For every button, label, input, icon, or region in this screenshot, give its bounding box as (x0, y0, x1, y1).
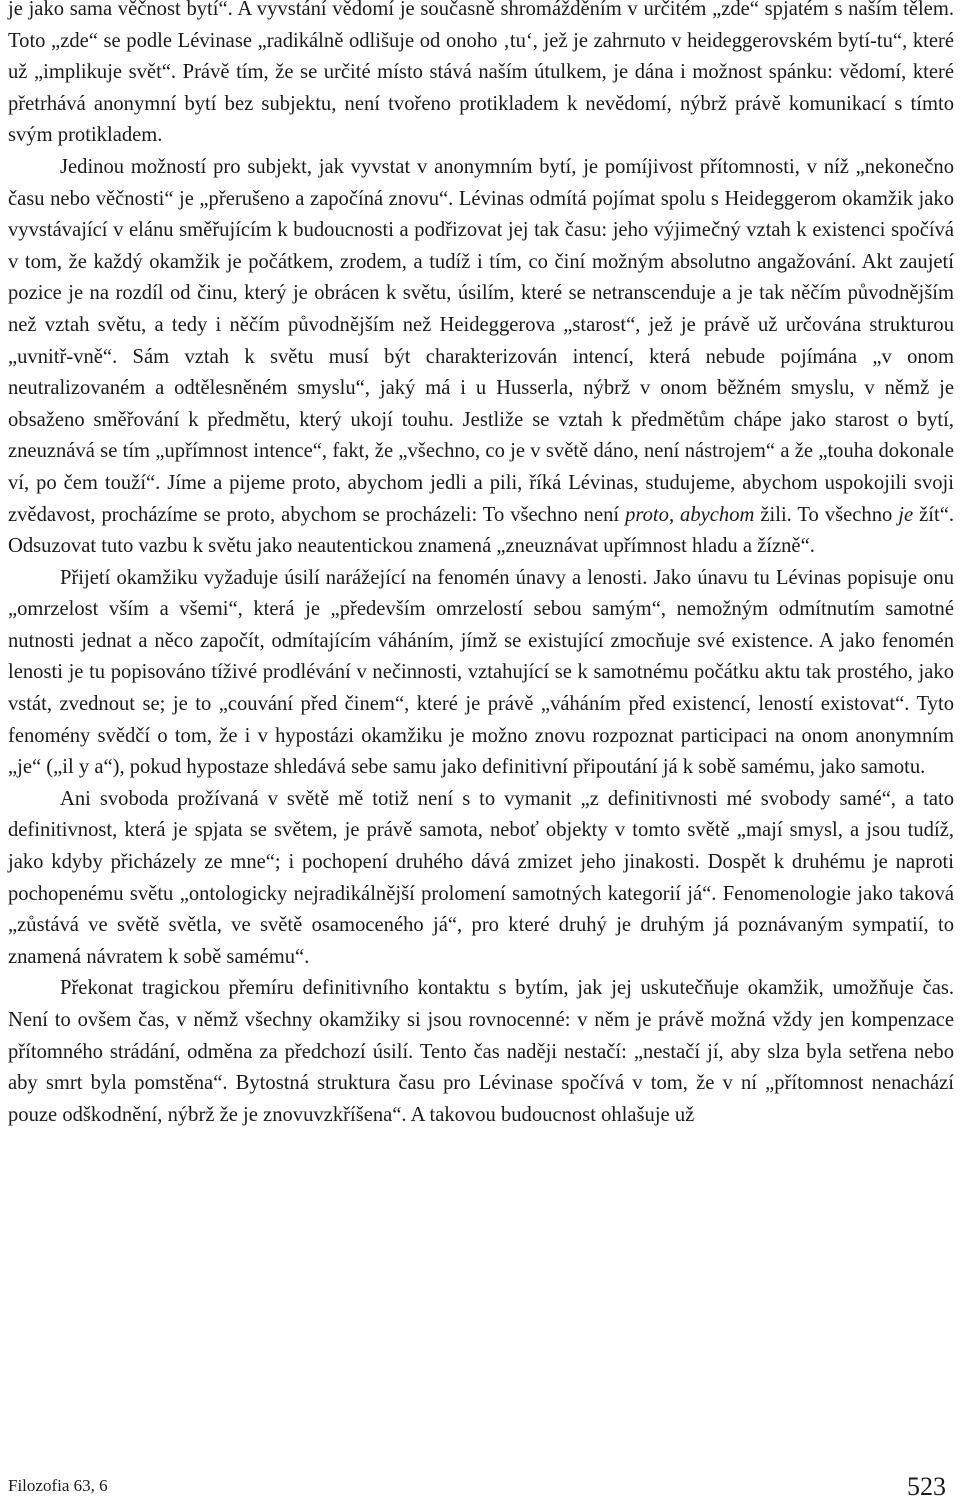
paragraph (8, 563, 954, 784)
paragraph (8, 0, 954, 152)
text-run: Přijetí okamžiku vyžaduje úsilí narážející na fenomén únavy a lenosti. Jako únavu tu Lévinas popisuje onu „omrzelost vším a všemi“, která je „především omrzelostí sebou samým“, nemožným odmítnutím samotné nutnosti jednat a něco započít, odmítajícím váháním, jímž se existující zmocňuje své existence. A jako fenomén lenosti je tu popisováno tíživé prodlévání v nečinnosti, vztahující se k samotnému počátku aktu tak prostého, jako vstát, zvednout se; je to „couvání před činem“, které je právě „váháním před existencí, leností existovat“. Tyto fenomény svědčí o tom, že i v hypostázi okamžiku je možno znovu rozpoznat participaci na onom anonymním „je“ („il y a“), pokud hypostaze shledává sebe samu jako definitivní připoutání já k sobě samému, jako samotu. (8, 566, 954, 779)
paragraph (8, 784, 954, 974)
paragraph (8, 973, 954, 1131)
text-run: Jedinou možností pro subjekt, jak vyvstat v anonymním bytí, je pomíjivost přítomnosti, v níž „nekonečno času nebo věčnosti“ je „přerušeno a započíná znovu“. Lévinas odmítá pojímat spolu s Heideggerom okamžik jako vyvstávající v elánu směřujícím k budoucnosti a podřizovat jej tak času: jeho výjimečný vztah k existenci spočívá v tom, že každý okamžik je počátkem, zrodem, a tudíž i tím, co činí možným absolutno angažování. Akt zaujetí pozice je na rozdíl od činu, který je obrácen k světu, úsilím, které se netranscenduje a je tak něčím původnějším než vztah světu, a tedy i něčím původnějším než Heideggerova „starost“, jež je právě už určována strukturou „uvnitř-vně“. Sám vztah k světu musí být charakterizován intencí, která nebude pojímána „v onom neutralizovaném a odtělesněném smyslu“, jaký má i u Husserla, nýbrž v onom běžném smyslu, v němž je obsaženo směřování k předmětu, který ukojí touhu. Jestliže se vztah k předmětům chápe jako starost o bytí, zneuznává se tím „upřímnost intence“, fakt, že „všechno, co je v světě dáno, není nástrojem“ a že „touha dokonale ví, po čem touží“. Jíme a pijeme proto, abychom jedli a pili, říká Lévinas, studujeme, abychom uspokojili svoji zvědavost, procházíme se proto, abychom se procházeli: To všechno není (8, 155, 954, 526)
text-run: žili. To všechno (754, 503, 899, 526)
journal-reference: Filozofia 63, 6 (8, 1476, 108, 1495)
paragraph (8, 152, 954, 563)
text-run: žít“. Odsuzovat tuto vazbu k světu jako neautentickou znamená „zneuznávat upřímnost hladu a žízně“. (8, 503, 954, 558)
text-run: je jako sama věčnost bytí“. A vyvstání vědomí je současně shromážděním v určitém „zde“ spjatém s naším tělem. Toto „zde“ se podle Lévinase „radikálně odlišuje od onoho ‚tu‘, jež je zahrnuto v heideggerovském bytí-tu“, které už „implikuje svět“. Právě tím, že se určité místo stává naším útulkem, je dána i možnost spánku: vědomí, které přetrhává anonymní bytí bez subjektu, není tvořeno protikladem k nevědomí, nýbrž právě komunikací s tímto svým protikladem. (8, 0, 954, 147)
page-footer (8, 1462, 946, 1506)
italic-text: je (898, 503, 914, 526)
italic-text: proto, abychom (625, 503, 755, 526)
page-number: 523 (907, 1472, 946, 1501)
text-run: Ani svoboda prožívaná v světě mě totiž není s to vymanit „z definitivnosti mé svobody samé“, a tato definitivnost, která je spjata se světem, je právě samota, neboť objekty v tomto světě „mají smysl, a jsou tudíž, jako kdyby přicházely ze mne“; i pochopení druhého dává zmizet jeho jinakosti. Dospět k druhému je naproti pochopenému světu „ontologicky nejradikálnější prolomení samotných kategorií já“. Fenomenologie jako taková „zůstává ve světě světla, ve světě osamoceného já“, pro které druhý je druhým já poznávaným sympatií, to znamená návratem k sobě samému“. (8, 787, 954, 968)
document-body (8, 0, 954, 1131)
text-run: Překonat tragickou přemíru definitivního kontaktu s bytím, jak jej uskutečňuje okamžik, umožňuje čas. Není to ovšem čas, v němž všechny okamžiky si jsou rovnocenné: v něm je právě možná vždy jen kompenzace přítomného strádání, odměna za předchozí úsilí. Tento čas naději nestačí: „nestačí jí, aby slza byla setřena nebo aby smrt byla pomstěna“. Bytostná struktura času pro Lévinase spočívá v tom, že v ní „přítomnost nenachází pouze odškodnění, nýbrž že je znovuvzkříšena“. A takovou budoucnost ohlašuje už (8, 977, 954, 1126)
